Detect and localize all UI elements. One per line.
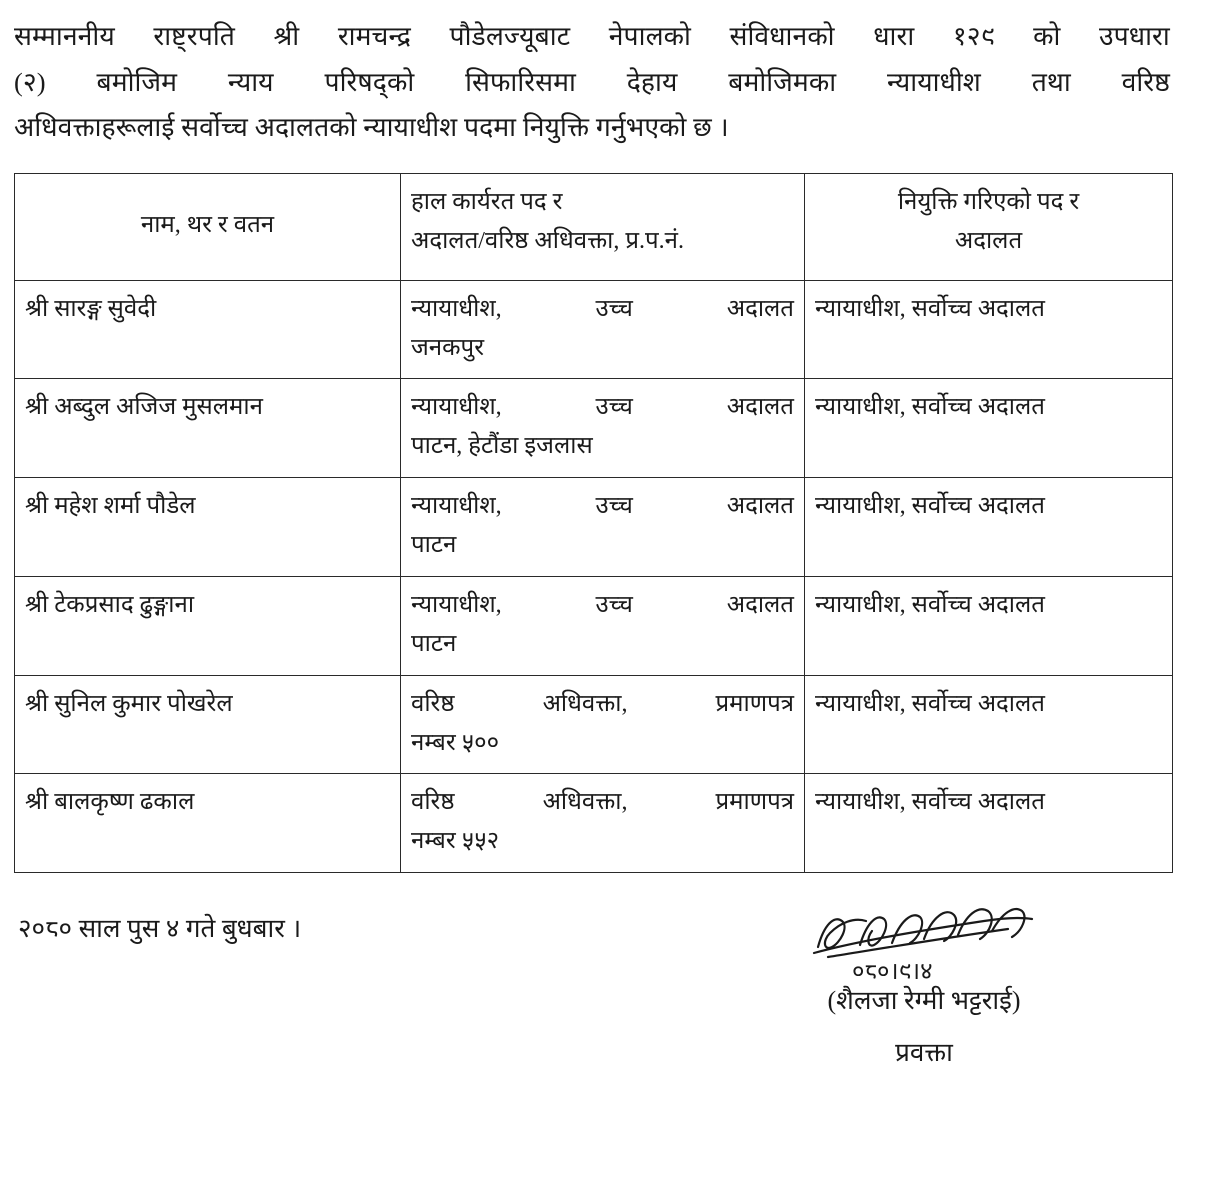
cell-name: श्री महेश शर्मा पौडेल <box>15 478 401 577</box>
intro-word: वरिष्ठ <box>1121 66 1170 97</box>
intro-line-2 <box>14 60 1170 106</box>
table-row <box>15 675 1173 774</box>
intro-word: राष्ट्रपति <box>153 21 235 51</box>
cell-token: उच्च <box>595 591 633 618</box>
table-row <box>15 478 1173 577</box>
intro-word: बमोजिम <box>96 66 178 97</box>
signature-area <box>714 899 1134 986</box>
cell-token: न्यायाधीश, <box>411 394 502 421</box>
cell-current-post <box>401 379 805 478</box>
table-header-row <box>15 173 1173 280</box>
intro-word: रामचन्द्र <box>337 21 411 51</box>
column-header-current <box>401 173 805 280</box>
cell-current-line1 <box>411 783 794 822</box>
cell-name: श्री सुनिल कुमार पोखरेल <box>15 675 401 774</box>
intro-line-3: अधिवक्ताहरूलाई सर्वोच्च अदालतको न्यायाधीश पदमा नियुक्ति गर्नुभएको छ । <box>14 112 729 143</box>
column-header-current-line2: अदालत/वरिष्ठ अधिवक्ता, प्र.प.नं. <box>411 227 684 254</box>
intro-word: सिफारिसमा <box>465 66 576 97</box>
cell-token: अधिवक्ता, <box>542 789 628 816</box>
date-line: २०८० साल पुस ४ गते बुधबार । <box>18 914 302 944</box>
intro-word: धारा <box>873 21 915 51</box>
intro-word: देहाय <box>626 66 678 97</box>
cell-appointed-post: न्यायाधीश, सर्वोच्च अदालत <box>805 280 1173 379</box>
table-row <box>15 379 1173 478</box>
cell-current-line1 <box>411 388 794 427</box>
cell-token: वरिष्ठ <box>411 690 455 717</box>
cell-current-line2: नम्बर ५०० <box>411 729 500 756</box>
intro-word: श्री <box>273 21 300 51</box>
cell-token: अदालत <box>726 295 794 322</box>
column-header-appointed <box>805 173 1173 280</box>
cell-current-line1 <box>411 290 794 329</box>
cell-token: अदालत <box>726 591 794 618</box>
intro-word: संविधानको <box>729 21 835 51</box>
cell-current-post <box>401 478 805 577</box>
cell-current-line1 <box>411 586 794 625</box>
cell-appointed-post: न्यायाधीश, सर्वोच्च अदालत <box>805 478 1173 577</box>
spokesperson-title: प्रवक्ता <box>895 1038 953 1068</box>
cell-current-line2: नम्बर ५५२ <box>411 828 500 855</box>
cell-appointed-post: न्यायाधीश, सर्वोच्च अदालत <box>805 774 1173 873</box>
intro-paragraph <box>10 14 1176 151</box>
table-row <box>15 774 1173 873</box>
signature-date-text: ०८०।९।४ <box>852 959 933 986</box>
column-header-appointed-line2: अदालत <box>954 227 1023 254</box>
cell-current-line1 <box>411 487 794 526</box>
cell-appointed-post: न्यायाधीश, सर्वोच्च अदालत <box>805 675 1173 774</box>
cell-token: अदालत <box>726 394 794 421</box>
table-row <box>15 576 1173 675</box>
table-body <box>15 280 1173 873</box>
column-header-current-line1: हाल कार्यरत पद र <box>411 188 563 215</box>
intro-word: नेपालको <box>608 21 691 51</box>
intro-word: सम्माननीय <box>14 21 115 51</box>
cell-current-line2: पाटन <box>411 532 457 559</box>
cell-current-line2: पाटन <box>411 630 457 657</box>
table-row <box>15 280 1173 379</box>
cell-current-post <box>401 774 805 873</box>
intro-word: (२) <box>14 66 46 97</box>
cell-current-post <box>401 280 805 379</box>
cell-current-post <box>401 675 805 774</box>
cell-token: प्रमाणपत्र <box>715 789 794 816</box>
cell-current-post <box>401 576 805 675</box>
document-footer <box>10 899 1176 1089</box>
intro-word: बमोजिमका <box>728 66 837 97</box>
cell-token: न्यायाधीश, <box>411 295 502 322</box>
intro-word: पौडेलज्यूबाट <box>449 21 571 51</box>
column-header-name <box>15 173 401 280</box>
cell-appointed-post: न्यायाधीश, सर्वोच्च अदालत <box>805 379 1173 478</box>
intro-word: उपधारा <box>1099 21 1170 51</box>
appointments-table <box>14 173 1173 874</box>
intro-word: तथा <box>1031 66 1071 97</box>
cell-name: श्री बालकृष्ण ढकाल <box>15 774 401 873</box>
cell-current-line1 <box>411 685 794 724</box>
spokesperson-name: (शैलजा रेग्मी भट्टराई) <box>827 986 1021 1016</box>
table-header <box>15 173 1173 280</box>
signature-block <box>714 899 1134 1069</box>
cell-token: उच्च <box>595 394 633 421</box>
cell-token: वरिष्ठ <box>411 789 455 816</box>
cell-token: अदालत <box>726 493 794 520</box>
intro-word: न्यायाधीश <box>886 66 981 97</box>
cell-current-line2: पाटन, हेटौंडा इजलास <box>411 433 593 460</box>
cell-token: उच्च <box>595 295 633 322</box>
cell-token: उच्च <box>595 493 633 520</box>
cell-token: न्यायाधीश, <box>411 493 502 520</box>
cell-token: अधिवक्ता, <box>542 690 628 717</box>
intro-word: न्याय <box>227 66 274 97</box>
cell-appointed-post: न्यायाधीश, सर्वोच्च अदालत <box>805 576 1173 675</box>
cell-token: न्यायाधीश, <box>411 591 502 618</box>
intro-word: को <box>1033 21 1061 51</box>
cell-name: श्री टेकप्रसाद ढुङ्गाना <box>15 576 401 675</box>
cell-token: प्रमाणपत्र <box>715 690 794 717</box>
cell-name: श्री सारङ्ग सुवेदी <box>15 280 401 379</box>
intro-word: १२९ <box>952 21 995 51</box>
intro-line-1 <box>14 14 1170 60</box>
intro-word: परिषद्को <box>324 66 415 97</box>
column-header-name-label: नाम, थर र वतन <box>140 212 275 239</box>
column-header-appointed-line1: नियुक्ति गरिएको पद र <box>897 188 1080 215</box>
cell-name: श्री अब्दुल अजिज मुसलमान <box>15 379 401 478</box>
handwritten-signature-icon <box>808 895 1038 987</box>
cell-current-line2: जनकपुर <box>411 334 485 361</box>
